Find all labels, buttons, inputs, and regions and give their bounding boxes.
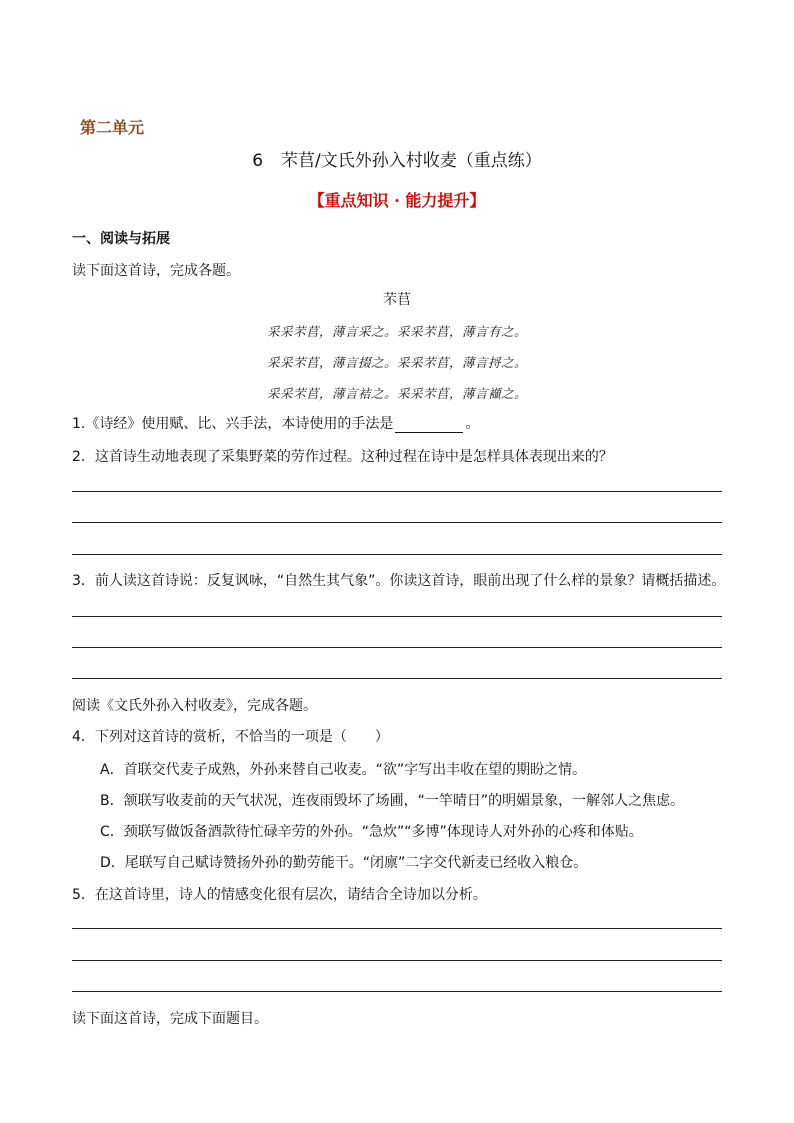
answer-line[interactable]: [72, 554, 722, 555]
lesson-number: 6: [252, 151, 264, 171]
answer-line[interactable]: [72, 616, 722, 617]
question-1-text: 1.《诗经》使用赋、比、兴手法，本诗使用的手法是: [72, 416, 394, 432]
question-5: 5．在这首诗里，诗人的情感变化很有层次，请结合全诗加以分析。: [72, 887, 487, 903]
option-c[interactable]: C．颈联写做饭备酒款待忙碌辛劳的外孙。“急炊”“多博”体现诗人对外孙的心疼和体贴。: [100, 824, 643, 840]
answer-line[interactable]: [72, 678, 722, 679]
reading-instruction-3: 读下面这首诗，完成下面题目。: [72, 1011, 268, 1027]
lesson-title-line: [0, 146, 794, 171]
poem-title: 芣苢: [383, 292, 411, 308]
reading-instruction: 读下面这首诗，完成各题。: [72, 263, 240, 279]
reading-instruction-2: 阅读《文氏外孙入村收麦》，完成各题。: [72, 698, 317, 714]
answer-line[interactable]: [72, 960, 722, 961]
answer-line[interactable]: [72, 991, 722, 992]
option-b[interactable]: B．颔联写收麦前的天气状况，连夜雨毁坏了场圃，“一竿晴日”的明媚景象，一解邻人之焦虑。: [100, 793, 685, 809]
answer-line[interactable]: [72, 491, 722, 492]
answer-line[interactable]: [72, 647, 722, 648]
section-heading: 一、阅读与拓展: [72, 231, 170, 247]
unit-heading: 第二单元: [80, 118, 145, 137]
poem-line: 采采芣苢，薄言掇之。采采芣苢，薄言捋之。: [266, 355, 527, 370]
section-banner: 【重点知识 · 能力提升】: [308, 191, 486, 210]
question-1: [72, 413, 479, 433]
question-3: 3．前人读这首诗说：反复讽咏，“自然生其气象”。你读这首诗，眼前出现了什么样的景象？请概括描述。: [72, 573, 726, 589]
question-1-end: 。: [465, 416, 480, 432]
lesson-title: 芣苢/文氏外孙入村收麦（重点练）: [281, 151, 542, 171]
answer-blank[interactable]: [395, 418, 463, 433]
question-2: 2．这首诗生动地表现了采集野菜的劳作过程。这种过程在诗中是怎样具体表现出来的？: [72, 449, 613, 465]
poem-line: 采采芣苢，薄言袺之。采采芣苢，薄言襭之。: [266, 386, 527, 401]
answer-line[interactable]: [72, 522, 722, 523]
option-a[interactable]: A．首联交代麦子成熟，外孙来替自己收麦。“欲”字写出丰收在望的期盼之情。: [100, 762, 587, 778]
poem-line: 采采芣苢，薄言采之。采采芣苢，薄言有之。: [266, 324, 527, 339]
question-4: 4．下列对这首诗的赏析，不恰当的一项是（ ）: [72, 729, 389, 745]
option-d[interactable]: D．尾联写自己赋诗赞扬外孙的勤劳能干。“闭廪”二字交代新麦已经收入粮仓。: [100, 855, 588, 871]
answer-line[interactable]: [72, 928, 722, 929]
